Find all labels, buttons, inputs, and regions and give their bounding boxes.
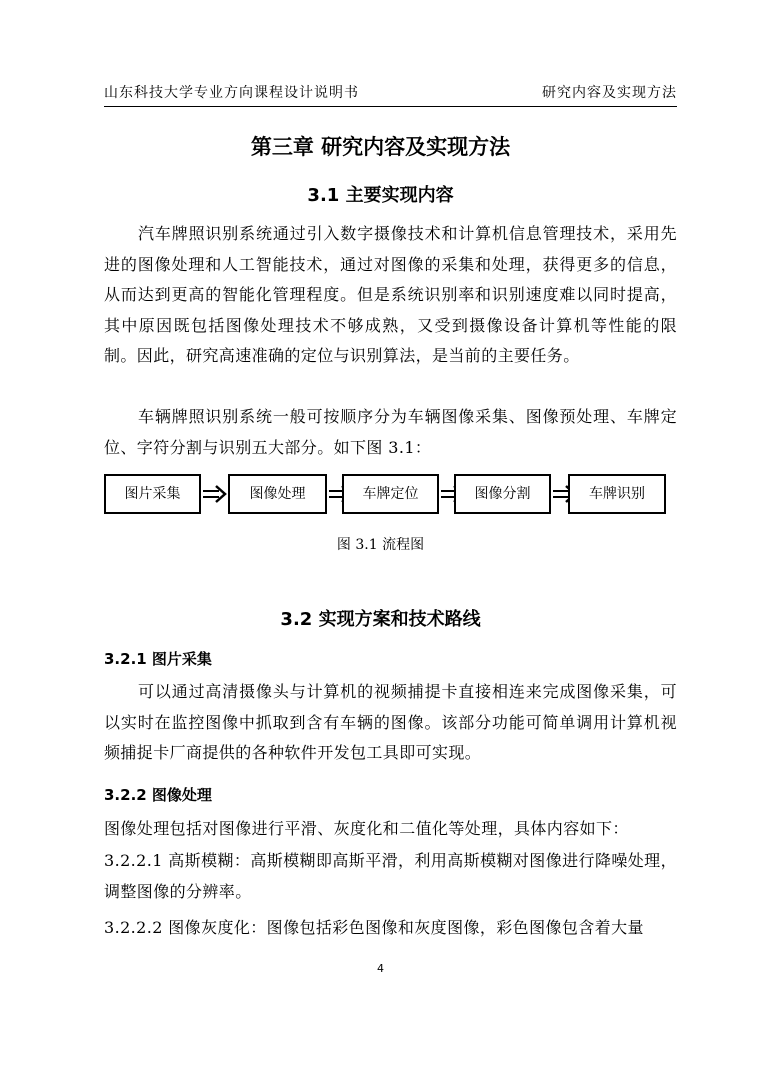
flow-step-image-segmentation: 图像分割 xyxy=(454,474,551,514)
header-chapter-title: 研究内容及实现方法 xyxy=(542,85,677,101)
chapter-title: 第三章 研究内容及实现方法 xyxy=(250,135,511,159)
header-document-title: 山东科技大学专业方向课程设计说明书 xyxy=(104,85,359,101)
page-header xyxy=(104,80,677,107)
flow-step-plate-recognition: 车牌识别 xyxy=(568,474,666,514)
flow-step-image-capture: 图片采集 xyxy=(104,474,201,514)
section-3-1-title: 3.1 主要实现内容 xyxy=(307,185,454,206)
section-3-1-paragraph-2: 车辆牌照识别系统一般可按顺序分为车辆图像采集、图像预处理、车牌定位、字符分割与识别五大部分。如下图 3.1： xyxy=(104,407,677,457)
section-3-1-paragraph-1: 汽车牌照识别系统通过引入数字摄像技术和计算机信息管理技术，采用先进的图像处理和人工智能技术，通过对图像的采集和处理，获得更多的信息，从而达到更高的智能化管理程度。但是系统识别率和识别速度难以同时提高，其中原因既包括图像处理技术不够成熟，又受到摄像设备计算机等性能的限制。因此，研究高速准确的定位与识别算法，是当前的主要任务。 xyxy=(104,224,677,365)
subsection-3-2-1-title: 3.2.1 图片采集 xyxy=(104,650,212,668)
page-number: 4 xyxy=(377,962,384,975)
flow-step-image-processing: 图像处理 xyxy=(228,474,327,514)
flowchart xyxy=(104,474,666,522)
subsection-3-2-2-item-1: 3.2.2.1 高斯模糊：高斯模糊即高斯平滑，利用高斯模糊对图像进行降噪处理，调整图像的分辨率。 xyxy=(104,851,677,901)
subsection-3-2-2-item-2: 3.2.2.2 图像灰度化：图像包括彩色图像和灰度图像，彩色图像包含着大量 xyxy=(104,918,644,937)
flow-arrow-icon xyxy=(203,482,227,506)
subsection-3-2-2-title: 3.2.2 图像处理 xyxy=(104,786,212,804)
flow-step-plate-location: 车牌定位 xyxy=(342,474,439,514)
figure-caption: 图 3.1 流程图 xyxy=(336,537,425,553)
subsection-3-2-1-paragraph: 可以通过高清摄像头与计算机的视频捕提卡直接相连来完成图像采集，可以实时在监控图像中抓取到含有车辆的图像。该部分功能可简单调用计算机视频捕捉卡厂商提供的各种软件开发包工具即可实现。 xyxy=(104,682,677,762)
section-3-2-title: 3.2 实现方案和技术路线 xyxy=(280,609,481,630)
subsection-3-2-2-intro: 图像处理包括对图像进行平滑、灰度化和二值化等处理，具体内容如下： xyxy=(104,819,629,838)
